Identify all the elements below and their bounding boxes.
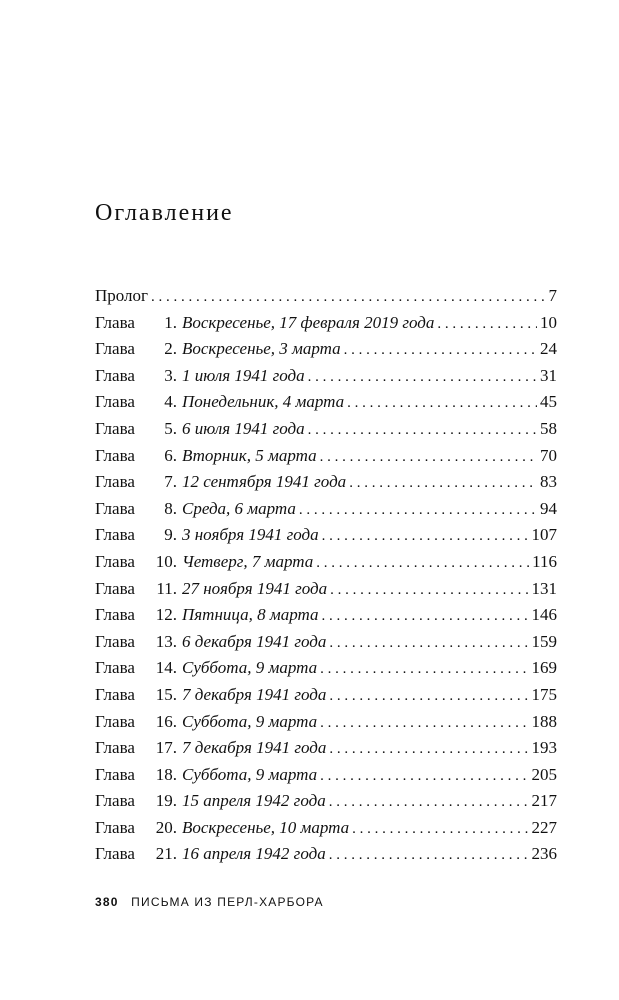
toc-entry-chapter [95,576,557,603]
toc-entry-chapter [95,682,557,709]
toc-entry-page: 70 [540,445,557,465]
chapter-word: Глава [95,472,135,492]
dot-leader [344,337,537,364]
footer-page-number: 380 [95,895,119,909]
chapter-number: 6. [164,445,177,465]
toc-entry-chapter [95,629,557,656]
chapter-number: 19. [155,791,177,811]
chapter-number: 16. [155,711,177,731]
chapter-number: 11. [156,578,177,598]
dot-leader [321,603,528,630]
footer-running-title: ПИСЬМА ИЗ ПЕРЛ-ХАРБОРА [131,895,324,909]
chapter-number: 4. [164,392,177,412]
chapter-label [95,389,177,416]
chapter-word: Глава [95,684,135,704]
chapter-word: Глава [95,339,135,359]
chapter-number: 5. [164,418,177,438]
chapter-label [95,469,177,496]
toc-entry-title: 15 апреля 1942 года [182,791,326,811]
dot-leader [329,683,528,710]
toc-entry-chapter [95,735,557,762]
dot-leader [329,789,529,816]
toc-entry-page: 169 [531,658,557,678]
toc-entry-chapter [95,762,557,789]
chapter-word: Глава [95,365,135,385]
chapter-number: 14. [155,658,177,678]
toc-entry-title: Четверг, 7 марта [182,551,314,571]
dot-leader [352,816,528,843]
dot-leader [349,470,537,497]
toc-entry-page: 94 [540,498,557,518]
chapter-word: Глава [95,817,135,837]
toc-entry-title: Суббота, 9 марта [182,658,318,678]
page-title: Оглавление [95,200,234,226]
toc-entry-chapter [95,496,557,523]
toc-entry-title: Суббота, 9 марта [182,711,318,731]
toc-entry-title: 12 сентября 1941 года [182,472,347,492]
toc-entry-page: 10 [540,312,557,332]
chapter-label [95,841,177,868]
chapter-word: Глава [95,312,135,332]
toc-entry-page: 188 [531,711,557,731]
toc-entry-prologue [95,283,557,310]
chapter-number: 10. [155,551,177,571]
toc-entry-page: 227 [531,817,557,837]
dot-leader [322,523,529,550]
toc-entry-title: 3 ноября 1941 года [182,525,319,545]
toc-entry-title: 16 апреля 1942 года [182,844,326,864]
chapter-word: Глава [95,791,135,811]
toc-entry-title: Пятница, 8 марта [182,605,319,625]
chapter-word: Глава [95,764,135,784]
toc-entry-page: 146 [531,605,557,625]
dot-leader [347,390,537,417]
toc-entry-title: Вторник, 5 марта [182,445,317,465]
toc-entry-page: 175 [531,684,557,704]
chapter-label [95,629,177,656]
chapter-number: 15. [155,684,177,704]
chapter-word: Глава [95,525,135,545]
toc-entry-chapter [95,336,557,363]
chapter-number: 8. [164,498,177,518]
toc-entry-page: 236 [531,844,557,864]
toc-entry-chapter [95,522,557,549]
dot-leader [329,630,528,657]
toc-entry-page: 24 [540,339,557,359]
chapter-number: 17. [155,738,177,758]
chapter-word: Глава [95,658,135,678]
dot-leader [316,550,529,577]
chapter-number: 12. [155,605,177,625]
toc-entry-chapter [95,310,557,337]
toc-entry-chapter [95,841,557,868]
chapter-number: 3. [164,365,177,385]
chapter-number: 18. [155,764,177,784]
toc-entry-title: Пролог [95,286,149,305]
chapter-label [95,336,177,363]
toc-entry-title: Воскресенье, 10 марта [182,817,350,837]
dot-leader [320,656,528,683]
chapter-label [95,310,177,337]
chapter-word: Глава [95,498,135,518]
toc-entry-title: 27 ноября 1941 года [182,578,328,598]
toc-entry-title: 6 июля 1941 года [182,418,305,438]
table-of-contents [95,283,557,868]
chapter-number: 1. [164,312,177,332]
chapter-label [95,416,177,443]
toc-entry-title: 7 декабря 1941 года [182,738,327,758]
chapter-word: Глава [95,631,135,651]
dot-leader [320,763,528,790]
toc-entry-page: 45 [540,392,557,412]
toc-entry-page: 107 [531,525,557,545]
chapter-word: Глава [95,392,135,412]
dot-leader [299,497,537,524]
chapter-number: 20. [155,817,177,837]
dot-leader [329,842,529,869]
chapter-label [95,682,177,709]
toc-entry-title: Воскресенье, 17 февраля 2019 года [182,312,435,332]
toc-entry-chapter [95,549,557,576]
toc-entry-page: 131 [531,578,557,598]
chapter-word: Глава [95,844,135,864]
toc-entry-title: 7 декабря 1941 года [182,684,327,704]
toc-entry-title: 6 декабря 1941 года [182,631,327,651]
chapter-number: 7. [164,472,177,492]
dot-leader [320,444,537,471]
toc-entry-page: 7 [548,286,557,305]
chapter-word: Глава [95,605,135,625]
toc-entry-chapter [95,655,557,682]
toc-entry-chapter [95,602,557,629]
chapter-label [95,602,177,629]
toc-entry-page: 193 [531,738,557,758]
chapter-label [95,735,177,762]
chapter-word: Глава [95,578,135,598]
toc-entry-page: 83 [540,472,557,492]
dot-leader [320,710,528,737]
chapter-word: Глава [95,445,135,465]
chapter-label [95,762,177,789]
toc-entry-chapter [95,363,557,390]
dot-leader [437,311,537,338]
toc-entry-page: 116 [532,551,557,571]
chapter-label [95,655,177,682]
chapter-label [95,522,177,549]
dot-leader [308,417,537,444]
dot-leader [151,284,545,311]
toc-entry-page: 58 [540,418,557,438]
dot-leader [330,577,528,604]
chapter-label [95,549,177,576]
chapter-label [95,496,177,523]
chapter-label [95,363,177,390]
toc-entry-chapter [95,815,557,842]
chapter-label [95,815,177,842]
toc-entry-chapter [95,389,557,416]
dot-leader [329,736,528,763]
toc-entry-page: 217 [531,791,557,811]
chapter-label [95,709,177,736]
toc-entry-title: Среда, 6 марта [182,498,296,518]
chapter-label [95,576,177,603]
chapter-word: Глава [95,738,135,758]
chapter-word: Глава [95,711,135,731]
chapter-number: 13. [155,631,177,651]
toc-entry-title: Суббота, 9 марта [182,764,318,784]
toc-entry-page: 31 [540,365,557,385]
page-footer [95,895,324,909]
chapter-word: Глава [95,418,135,438]
toc-entry-title: Воскресенье, 3 марта [182,339,341,359]
dot-leader [308,364,537,391]
toc-entry-title: 1 июля 1941 года [182,365,305,385]
chapter-label [95,443,177,470]
toc-entry-chapter [95,788,557,815]
toc-entry-page: 205 [531,764,557,784]
chapter-number: 9. [164,525,177,545]
toc-entry-title: Понедельник, 4 марта [182,392,345,412]
chapter-label [95,788,177,815]
toc-entry-chapter [95,709,557,736]
toc-entry-chapter [95,443,557,470]
chapter-number: 21. [155,844,177,864]
chapter-word: Глава [95,551,135,571]
toc-entry-page: 159 [531,631,557,651]
chapter-number: 2. [164,339,177,359]
toc-entry-chapter [95,469,557,496]
toc-entry-chapter [95,416,557,443]
